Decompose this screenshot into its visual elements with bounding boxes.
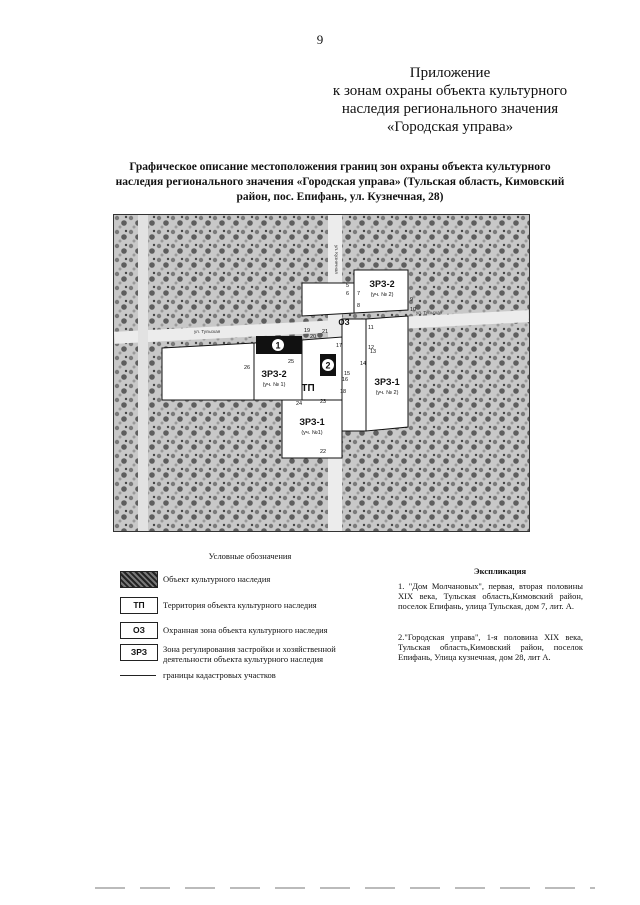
point-number: 6: [346, 291, 350, 297]
point-number: 24: [296, 401, 303, 407]
street-label-tulskaya-east: ул. Тульская: [416, 310, 443, 315]
point-number: 25: [288, 359, 295, 365]
legend-text-oz: Охранная зона объекта культурного наследия: [163, 625, 328, 635]
point-number: 9: [410, 297, 414, 303]
point-number: 20: [310, 334, 317, 340]
zone-map: [113, 214, 530, 532]
explication-title: Экспликация: [473, 566, 527, 576]
description-line: наследия регионального значения «Городская управа» (Тульская область, Кимовский: [115, 176, 565, 188]
legend-swatch-zrz: ЗРЗ: [120, 644, 158, 661]
point-number: 7: [357, 291, 361, 297]
label-oz: ОЗ: [338, 318, 350, 327]
point-number: 14: [360, 361, 367, 367]
point-number: 12: [368, 345, 375, 351]
legend-swatch-tp: ТП: [120, 597, 158, 614]
point-number: 13: [370, 349, 377, 355]
label-zrz1-right: ЗРЗ-1: [374, 377, 400, 387]
point-number: 17: [336, 343, 343, 349]
point-number: 19: [304, 328, 311, 334]
point-number: 16: [342, 377, 349, 383]
label-zrz2-left: ЗРЗ-2: [261, 369, 287, 379]
road-west: [138, 215, 148, 531]
point-number: 21: [322, 329, 329, 335]
zone-zrz1-right: [366, 316, 408, 431]
legend-text-tp: Территория объекта культурного наследия: [163, 600, 317, 610]
legend-swatch-object: [120, 571, 158, 588]
explication-item: 2."Городская управа", 1-я половина XIX века, Тульская область,Кимовский район, поселок Епифань, Улица кузнечная, дом 28, лит А.: [398, 632, 583, 662]
label-zrz2-right: ЗРЗ-2: [369, 279, 395, 289]
zone-map-svg: [114, 215, 529, 531]
point-number: 5: [346, 283, 350, 289]
point-number: 26: [244, 365, 251, 371]
point-number: 10: [410, 307, 417, 313]
appendix-heading: [300, 64, 600, 136]
map-description-title: [95, 160, 585, 205]
zone-zrz1-bottom: [282, 400, 342, 458]
legend-text-object: Объект культурного наследия: [163, 574, 271, 584]
label-zrz2-left-sub: (уч. № 1): [262, 382, 286, 388]
description-line: район, пос. Епифань, ул. Кузнечная, 28): [236, 191, 444, 203]
appendix-line: наследия регионального значения: [341, 101, 559, 117]
label-zrz1-right-sub: (уч. № 2): [375, 390, 399, 396]
object-1-label: 1: [275, 340, 281, 351]
zone-zrz2-left-west: [162, 343, 254, 400]
legend-swatch-oz: ОЗ: [120, 622, 158, 639]
label-zrz2-right-sub: (уч. № 2): [370, 292, 394, 298]
point-number: 8: [357, 303, 361, 309]
appendix-line: к зонам охраны объекта культурного: [332, 83, 568, 99]
page-number: 9: [316, 32, 324, 47]
legend-swatch-cadastral-line: [120, 675, 156, 676]
legend-title: Условные обозначения: [208, 551, 292, 561]
label-zrz1-bottom: ЗРЗ-1: [299, 417, 325, 427]
point-number: 22: [320, 449, 327, 455]
point-number: 11: [368, 325, 374, 331]
bottom-scan-artifact: [95, 887, 595, 889]
street-label-kuznechnaya: ул. Кузнечная: [334, 245, 339, 274]
description-line: Графическое описание местоположения границ зон охраны объекта культурного: [129, 161, 551, 173]
explication-item: 1. "Дом Молчановых", первая, вторая половины XIX века, Тульская область,Кимовский район, поселок Епифань, улица Тульская, дом 7, лит. А.: [398, 581, 583, 611]
point-number: 15: [344, 371, 351, 377]
point-number: 18: [340, 389, 347, 395]
appendix-line: Приложение: [409, 65, 491, 81]
label-zrz1-bottom-sub: (уч. №1): [301, 430, 323, 436]
legend-text-cadastral: границы кадастровых участков: [163, 670, 276, 680]
appendix-line: «Городская управа»: [386, 119, 514, 135]
legend-text-zrz: Зона регулирования застройки и хозяйственной деятельности объекта культурного наследия: [163, 644, 336, 664]
street-label-tulskaya-west: ул. Тульская: [194, 329, 221, 334]
point-number: 23: [320, 399, 327, 405]
object-2-label: 2: [325, 360, 331, 371]
label-tp: ТП: [301, 383, 315, 394]
